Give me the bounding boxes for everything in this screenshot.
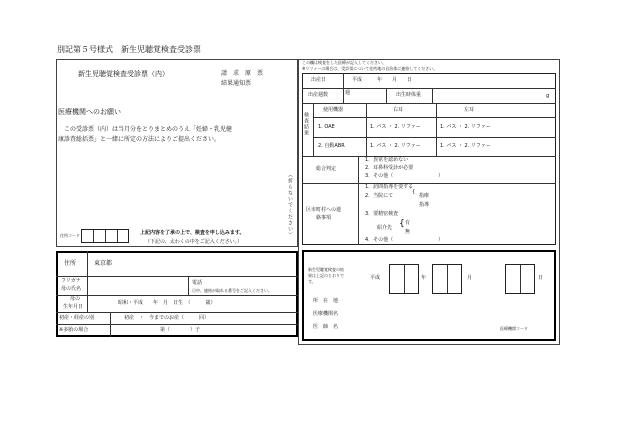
left-ear-label: 左耳	[464, 107, 475, 113]
footer-note-1: 新生児聴覚検査の結	[308, 267, 344, 272]
phone-label: 電話	[192, 280, 203, 286]
dob-value[interactable]: 昭和・平成 年 月 日生 （ 歳）	[118, 300, 216, 306]
right-note-1: この欄は検査をした医療が記入してください。	[302, 60, 386, 65]
dob-label-2: 生年月日	[63, 304, 84, 310]
phone-note: 日中、連絡が取れる番号をご記入ください。	[192, 288, 272, 293]
footer-note-2: 果は上記のとおりで	[308, 273, 344, 278]
title-right-2: 結果通知票	[221, 80, 252, 87]
device-oae: 1. OAE	[318, 124, 335, 130]
result-side-label: 検査結果	[303, 112, 309, 136]
birth-weight-label: 出生時体重	[396, 92, 422, 98]
gestation-unit: 週	[345, 90, 351, 96]
assessment-item-1[interactable]: 1．異常を認めない	[365, 157, 409, 163]
referral-label: 紹介先	[377, 225, 393, 231]
notice-line-1: この受診票（内）は当月分をとりまとめのうえ「妊婦・乳児健	[64, 126, 233, 133]
left-panel	[56, 59, 298, 247]
weight-unit: g	[546, 93, 550, 99]
furigana-label: フリガナ	[61, 278, 81, 284]
footer-era: 平成	[370, 275, 381, 281]
abr-left-result[interactable]: 1. パス ・ 2. リファー	[440, 143, 491, 149]
contact-item-1[interactable]: 1．訪問指導を要する	[365, 184, 414, 190]
brace-2: {	[399, 219, 405, 229]
month-box[interactable]	[432, 264, 462, 294]
residence-code-boxes[interactable]	[81, 229, 129, 243]
doctor-name-label: 医 師 名	[313, 324, 339, 330]
contact-label-1: 区市町村への連	[306, 207, 342, 213]
vertical-fold-note: （折らないでください）	[287, 172, 293, 238]
right-ear-label: 右耳	[393, 107, 404, 113]
footer-note-3: す。	[308, 279, 316, 284]
medical-heading: 医療機関へのお願い	[58, 108, 121, 116]
notice-line-2: 康診査総括票」と一緒に所定の方法によりご提出ください。	[58, 136, 221, 143]
year-box[interactable]	[389, 264, 419, 294]
instruction-option-label: 指導	[419, 202, 430, 208]
address-label: 住所	[64, 260, 77, 267]
birth-date-value[interactable]: 平成 年 月 日	[352, 77, 413, 83]
footer-day-label: 日	[538, 275, 544, 281]
contact-item-4[interactable]: 4．その他（ ）	[365, 237, 444, 243]
oae-left-result[interactable]: 1. パス ・ 2. リファー	[440, 124, 491, 130]
right-note-2: ※リファーの場合は、受診票について住所地の自治体に連絡してください。	[302, 66, 438, 71]
gestation-label: 出産週数	[308, 92, 329, 98]
mother-name-label: 母の氏名	[61, 286, 82, 292]
oae-right-result[interactable]: 1. パス ・ 2. リファー	[370, 124, 421, 130]
address-value[interactable]: 東京都	[94, 260, 113, 267]
contact-item-2[interactable]: 2．当院にて	[365, 193, 394, 199]
location-label: 所 在 地	[313, 298, 339, 304]
institution-code-label: 医療機関コード	[500, 326, 528, 331]
birth-order-value[interactable]: 初産 ・ 今までのお産（ 回）	[124, 315, 210, 321]
institution-name-label: 医療機関名	[313, 311, 339, 317]
device-label: 使用機器	[323, 107, 344, 113]
footer-year-label: 年	[421, 275, 427, 281]
result-table	[302, 73, 556, 245]
assessment-item-2[interactable]: 2．耳鼻科受診が必要	[365, 165, 414, 171]
title-right-1: 請 求 原 票	[221, 70, 264, 77]
left-title: 新生児聴覚検査受診票（内）	[78, 70, 169, 78]
multiple-birth-value[interactable]: 第（ ）子	[160, 327, 201, 333]
form-header: 別記第５号様式 新生児聴覚検査受診票	[57, 45, 201, 54]
brace-1: {	[412, 189, 416, 195]
referral-no[interactable]: 無	[405, 229, 411, 235]
device-abr: 2. 自動ABR	[318, 143, 345, 149]
residence-code-label: 住所コード	[60, 233, 80, 238]
referral-yes[interactable]: 有	[405, 220, 411, 226]
contact-label-2: 絡事項	[316, 215, 332, 221]
contact-item-3[interactable]: 3．要精密検査	[365, 211, 399, 217]
abr-right-result[interactable]: 1. パス ・ 2. リファー	[370, 143, 421, 149]
multiple-birth-label: ※多胎の場合	[59, 327, 89, 333]
day-box[interactable]	[505, 264, 535, 294]
assessment-item-3[interactable]: 3．その他（ ）	[365, 173, 444, 179]
instruction-line-2: （下記の、太わくの中をご記入ください。）	[145, 239, 243, 245]
dob-label-1: 母の	[70, 296, 81, 302]
footer-month-label: 月	[467, 275, 473, 281]
instruction-line-1: 上記内容を了承の上で、検査を申し込みます。	[140, 230, 245, 236]
assessment-label: 総合判定	[316, 166, 337, 172]
birth-date-label: 出産日	[311, 77, 327, 83]
guidance-label: 指療	[419, 193, 430, 199]
birth-order-label: 初産・経産の別	[59, 315, 95, 321]
